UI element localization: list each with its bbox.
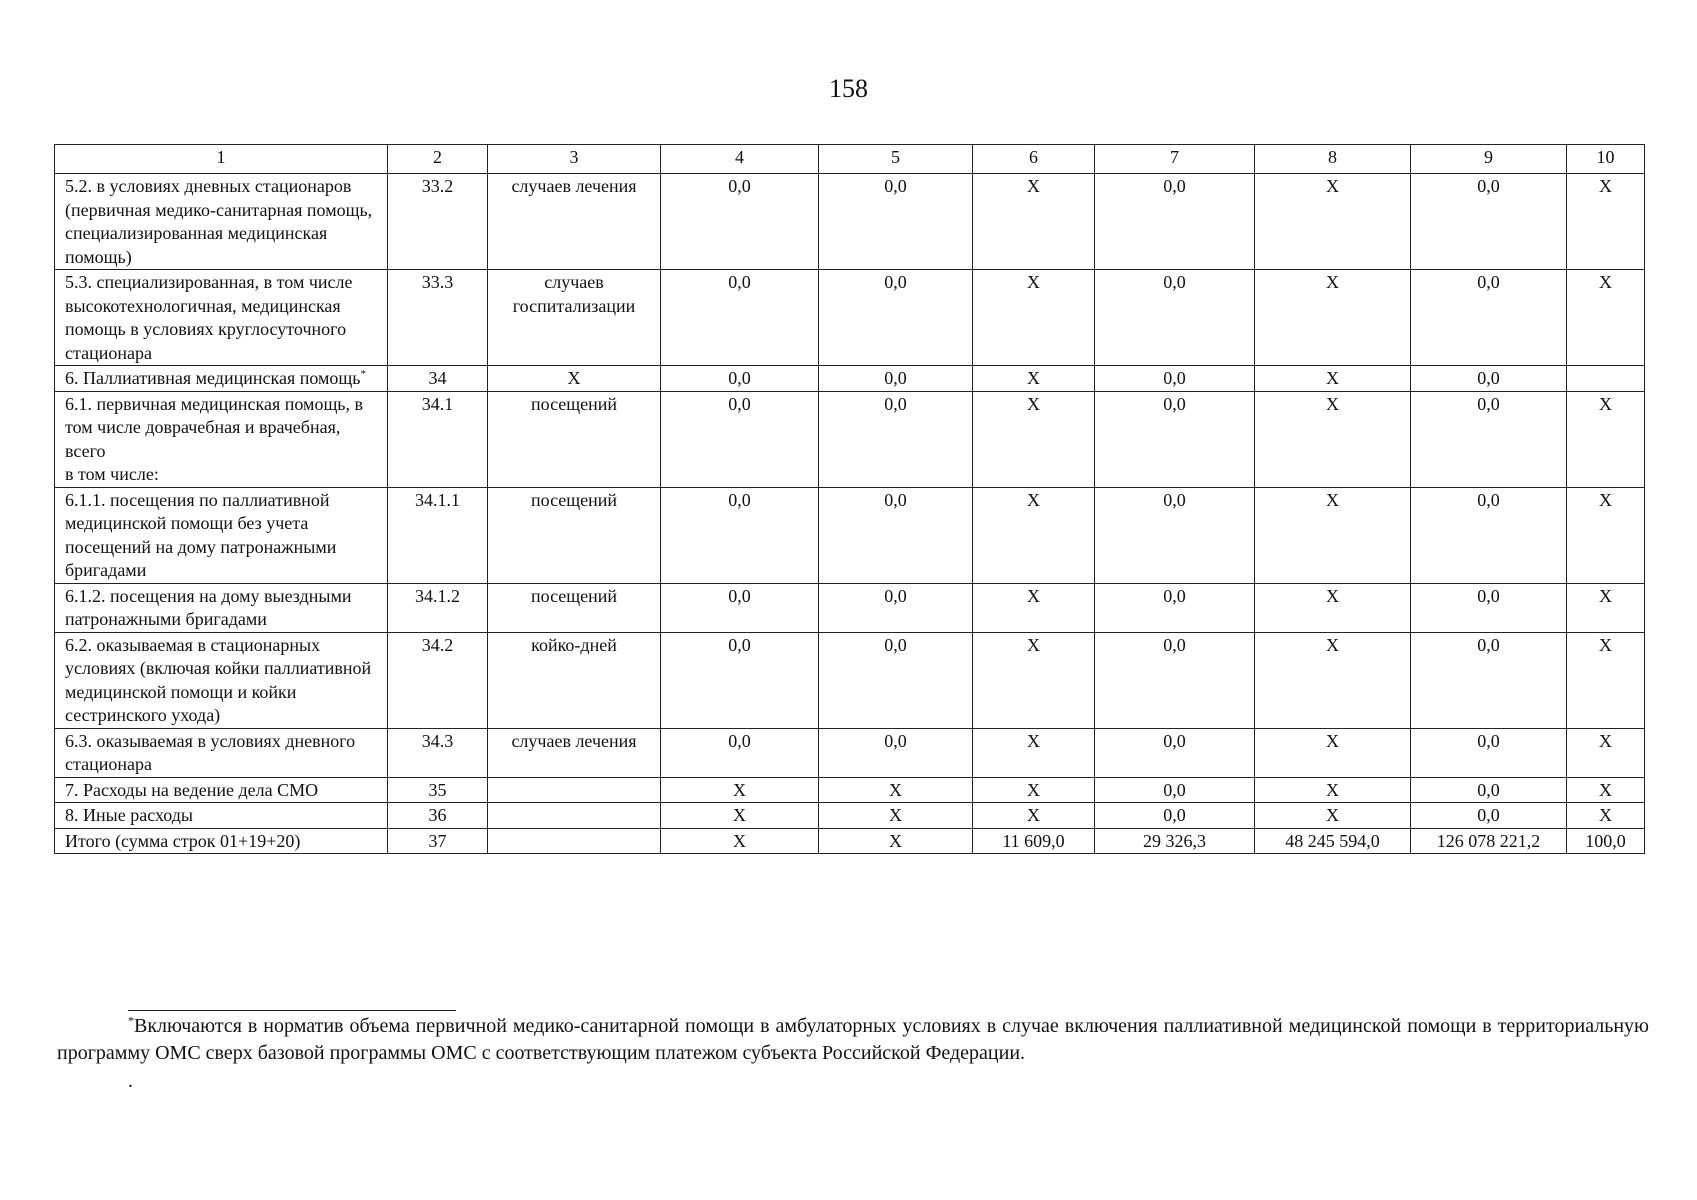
row-code-cell: 34.2 — [388, 632, 488, 728]
row-unit-cell — [488, 828, 661, 854]
row-name-text: 6.1. первичная медицинская помощь, в том числе доврачебная и врачебная, всего — [65, 393, 364, 461]
value-cell: 0,0 — [1095, 803, 1255, 829]
column-number-row — [55, 145, 1645, 174]
row-code-cell: 34.1.1 — [388, 487, 488, 583]
total-row — [55, 828, 1645, 854]
row-unit-cell: посещений — [488, 391, 661, 487]
value-cell: X — [973, 366, 1095, 392]
value-cell: 0,0 — [1411, 777, 1567, 803]
row-name-cell — [55, 366, 388, 392]
value-cell: X — [1255, 366, 1411, 392]
row-name-cell: 6.1.2. посещения на дому выездными патронажными бригадами — [55, 583, 388, 632]
table-row — [55, 583, 1645, 632]
value-cell: X — [819, 803, 973, 829]
row-unit-cell: посещений — [488, 583, 661, 632]
value-cell: 0,0 — [819, 728, 973, 777]
value-cell: X — [661, 828, 819, 854]
footnote-marker: * — [360, 368, 366, 380]
value-cell: 0,0 — [1411, 487, 1567, 583]
row-name-cell — [55, 391, 388, 487]
value-cell: 0,0 — [1411, 270, 1567, 366]
value-cell: X — [1567, 803, 1645, 829]
row-code-cell: 34.1.2 — [388, 583, 488, 632]
column-header: 3 — [488, 145, 661, 174]
value-cell: X — [661, 803, 819, 829]
column-header: 5 — [819, 145, 973, 174]
row-unit-cell — [488, 803, 661, 829]
value-cell: 48 245 594,0 — [1255, 828, 1411, 854]
value-cell: 0,0 — [1411, 728, 1567, 777]
value-cell: 126 078 221,2 — [1411, 828, 1567, 854]
value-cell: 0,0 — [661, 583, 819, 632]
data-table — [54, 144, 1645, 854]
value-cell: 0,0 — [1411, 174, 1567, 270]
value-cell: X — [973, 391, 1095, 487]
value-cell: 0,0 — [1411, 583, 1567, 632]
value-cell: 0,0 — [661, 174, 819, 270]
value-cell: X — [1255, 728, 1411, 777]
value-cell: 0,0 — [1095, 270, 1255, 366]
value-cell: X — [1255, 803, 1411, 829]
value-cell: 0,0 — [1411, 391, 1567, 487]
table-row — [55, 728, 1645, 777]
table-row — [55, 487, 1645, 583]
value-cell: X — [1255, 391, 1411, 487]
value-cell: 0,0 — [819, 366, 973, 392]
value-cell: 0,0 — [661, 366, 819, 392]
value-cell: X — [1255, 174, 1411, 270]
value-cell — [1567, 366, 1645, 392]
row-code-cell: 34.3 — [388, 728, 488, 777]
row-unit-cell: посещений — [488, 487, 661, 583]
column-header: 9 — [1411, 145, 1567, 174]
row-unit-cell: случаев лечения — [488, 174, 661, 270]
value-cell: X — [1255, 632, 1411, 728]
value-cell: 0,0 — [1411, 632, 1567, 728]
row-name-text: 6. Паллиативная медицинская помощь — [65, 368, 361, 388]
value-cell: 0,0 — [661, 487, 819, 583]
value-cell: X — [1567, 174, 1645, 270]
value-cell: 11 609,0 — [973, 828, 1095, 854]
value-cell: 0,0 — [1095, 632, 1255, 728]
value-cell: X — [973, 728, 1095, 777]
row-unit-cell — [488, 777, 661, 803]
row-code-cell: 34 — [388, 366, 488, 392]
row-unit-cell: случаев лечения — [488, 728, 661, 777]
value-cell: 0,0 — [1095, 366, 1255, 392]
value-cell: X — [1255, 583, 1411, 632]
footnote-divider — [128, 1010, 456, 1011]
row-code-cell: 35 — [388, 777, 488, 803]
footnote-marker: * — [128, 1013, 134, 1028]
value-cell: X — [819, 828, 973, 854]
row-unit-cell: X — [488, 366, 661, 392]
value-cell: X — [973, 174, 1095, 270]
value-cell: 0,0 — [1095, 777, 1255, 803]
value-cell: X — [973, 583, 1095, 632]
value-cell: 0,0 — [819, 174, 973, 270]
value-cell: 0,0 — [1095, 583, 1255, 632]
value-cell: X — [661, 777, 819, 803]
row-name-cell: 7. Расходы на ведение дела СМО — [55, 777, 388, 803]
value-cell: 0,0 — [1095, 728, 1255, 777]
table-row — [55, 270, 1645, 366]
value-cell: 0,0 — [1095, 391, 1255, 487]
table-row — [55, 174, 1645, 270]
row-code-cell: 36 — [388, 803, 488, 829]
column-header: 2 — [388, 145, 488, 174]
value-cell: 0,0 — [661, 728, 819, 777]
table-row — [55, 366, 1645, 392]
value-cell: 0,0 — [819, 270, 973, 366]
value-cell: X — [973, 803, 1095, 829]
column-header: 1 — [55, 145, 388, 174]
column-header: 7 — [1095, 145, 1255, 174]
value-cell: X — [973, 632, 1095, 728]
row-unit-cell: койко-дней — [488, 632, 661, 728]
table-row — [55, 632, 1645, 728]
table-row — [55, 391, 1645, 487]
row-name-subtext: в том числе: — [65, 464, 159, 484]
value-cell: 100,0 — [1567, 828, 1645, 854]
row-unit-cell: случаев госпитализации — [488, 270, 661, 366]
value-cell: 0,0 — [1411, 803, 1567, 829]
value-cell: X — [1567, 583, 1645, 632]
value-cell: 0,0 — [819, 391, 973, 487]
column-header: 10 — [1567, 145, 1645, 174]
value-cell: 0,0 — [819, 487, 973, 583]
value-cell: X — [1567, 270, 1645, 366]
value-cell: X — [1567, 632, 1645, 728]
column-header: 4 — [661, 145, 819, 174]
value-cell: 29 326,3 — [1095, 828, 1255, 854]
table-row — [55, 803, 1645, 829]
trailing-dot: . — [128, 1070, 133, 1092]
page-number: 158 — [829, 74, 868, 103]
value-cell: X — [1567, 487, 1645, 583]
value-cell: X — [819, 777, 973, 803]
footnote-text: Включаются в норматив объема первичной медико-санитарной помощи в амбулаторных условиях в случае включения паллиативной медицинской помощи в территориальную программу ОМС сверх базовой программы ОМС с соответствующим платежом субъекта Российской Федерации. — [57, 1015, 1649, 1064]
value-cell: X — [1255, 487, 1411, 583]
row-name-cell: 6.1.1. посещения по паллиативной медицинской помощи без учета посещений на дому патронажными бригадами — [55, 487, 388, 583]
value-cell: X — [973, 270, 1095, 366]
value-cell: X — [1255, 270, 1411, 366]
value-cell: 0,0 — [819, 632, 973, 728]
row-name-cell: Итого (сумма строк 01+19+20) — [55, 828, 388, 854]
value-cell: 0,0 — [1411, 366, 1567, 392]
column-header: 8 — [1255, 145, 1411, 174]
row-code-cell: 34.1 — [388, 391, 488, 487]
row-name-cell: 5.3. специализированная, в том числе высокотехнологичная, медицинская помощь в условиях круглосуточного стационара — [55, 270, 388, 366]
row-name-cell: 8. Иные расходы — [55, 803, 388, 829]
row-code-cell: 37 — [388, 828, 488, 854]
row-name-cell: 5.2. в условиях дневных стационаров (первичная медико-санитарная помощь, специализированная медицинская помощь) — [55, 174, 388, 270]
table-row — [55, 777, 1645, 803]
value-cell: 0,0 — [819, 583, 973, 632]
value-cell: X — [1567, 728, 1645, 777]
row-code-cell: 33.3 — [388, 270, 488, 366]
footnote — [57, 1013, 1649, 1067]
value-cell: X — [1567, 391, 1645, 487]
value-cell: X — [973, 487, 1095, 583]
row-code-cell: 33.2 — [388, 174, 488, 270]
row-name-cell: 6.2. оказываемая в стационарных условиях (включая койки паллиативной медицинской помощи и койки сестринского ухода) — [55, 632, 388, 728]
value-cell: X — [1567, 777, 1645, 803]
value-cell: 0,0 — [661, 632, 819, 728]
value-cell: 0,0 — [661, 270, 819, 366]
value-cell: 0,0 — [1095, 174, 1255, 270]
column-header: 6 — [973, 145, 1095, 174]
row-name-cell: 6.3. оказываемая в условиях дневного стационара — [55, 728, 388, 777]
value-cell: 0,0 — [661, 391, 819, 487]
value-cell: X — [1255, 777, 1411, 803]
value-cell: 0,0 — [1095, 487, 1255, 583]
value-cell: X — [973, 777, 1095, 803]
